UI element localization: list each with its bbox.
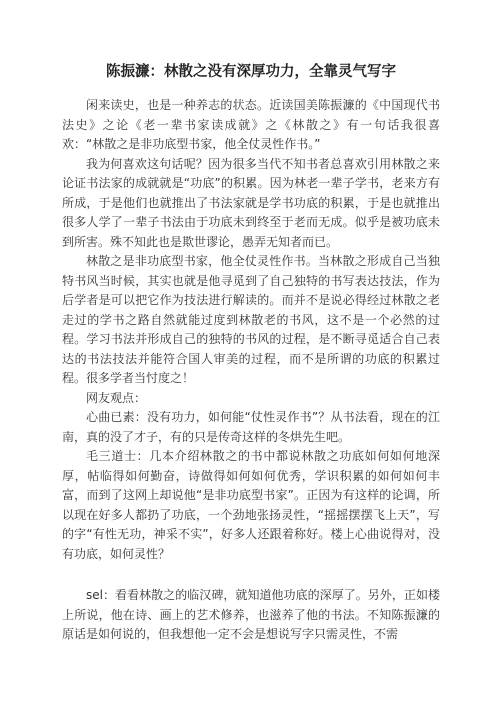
paragraph-why: 我为何喜欢这句话呢？因为很多当代不知书者总喜欢引用林散之来论证书法家的成就就是“功底”的积累。因为林老一辈子学书，老来方有所成，于是他们也就推出了书法家就是学书功底的积累，于是也就推出很多人学了一辈子书法由于功底未到终至于老而无成。似乎是被功底未到所害。殊不知此也是欺世谬论，愚弄无知者而已。 <box>62 156 440 249</box>
paragraph-spacer <box>62 564 440 586</box>
paragraph-intro: 闲来读史，也是一种养志的状态。近读国美陈振濂的《中国现代书法史》之论《老一辈书家读成就》之《林散之》有一句话我很喜欢：“林散之是非功底型书家，他全仗灵性作书。” <box>62 98 440 151</box>
paragraph-comment-maosan: 毛三道士：几本介绍林散之的书中都说林散之功底如何如何地深厚，帖临得如何勤奋，诗做得如何如何优秀，学识积累的如何如何丰富，而到了这网上却说他“是非功底型书家”。正因为有这样的论调，所以现在好多人都扔了功底，一个劲地张扬灵性，“摇摇摆摆飞上天”，写的字“有性无功，神采不实”，好多人还跟着称好。楼上心曲说得对，没有功底，如何灵性？ <box>62 449 440 561</box>
paragraph-comment-sel: sel：看看林散之的临汉碑，就知道他功底的深厚了。另外，正如楼上所说，他在诗、画上的艺术修养，也滋养了他的书法。不知陈振濂的原话是如何说的，但我想他一定不会是想说写字只需灵性，不需 <box>62 588 440 641</box>
article-title: 陈振濂：林散之没有深厚功力，全靠灵气写字 <box>106 64 396 80</box>
paragraph-comment-xinqu: 心曲已素：没有功力，如何能“仗性灵作书”？从书法看，现在的江南，真的没了才子，有的只是传奇这样的冬烘先生吧。 <box>62 410 440 444</box>
paragraph-argument: 林散之是非功底型书家，他全仗灵性作书。当林散之形成自己当独特书风当时候，其实也就是他寻觅到了自己独特的书写表达技法，作为后学者是可以把它作为技法进行解读的。而并不是说必得经过林散之老走过的学书之路自然就能过度到林散老的书风，这不是一个必然的过程。学习书法并形成自己的独特的书风的过程，是不断寻觅适合自己表达的书法技法并能符合国人审美的过程，而不是所谓的功底的积累过程。很多学者当忖度之！ <box>62 254 440 385</box>
paragraph-netizen-heading: 网友观点： <box>86 390 147 405</box>
